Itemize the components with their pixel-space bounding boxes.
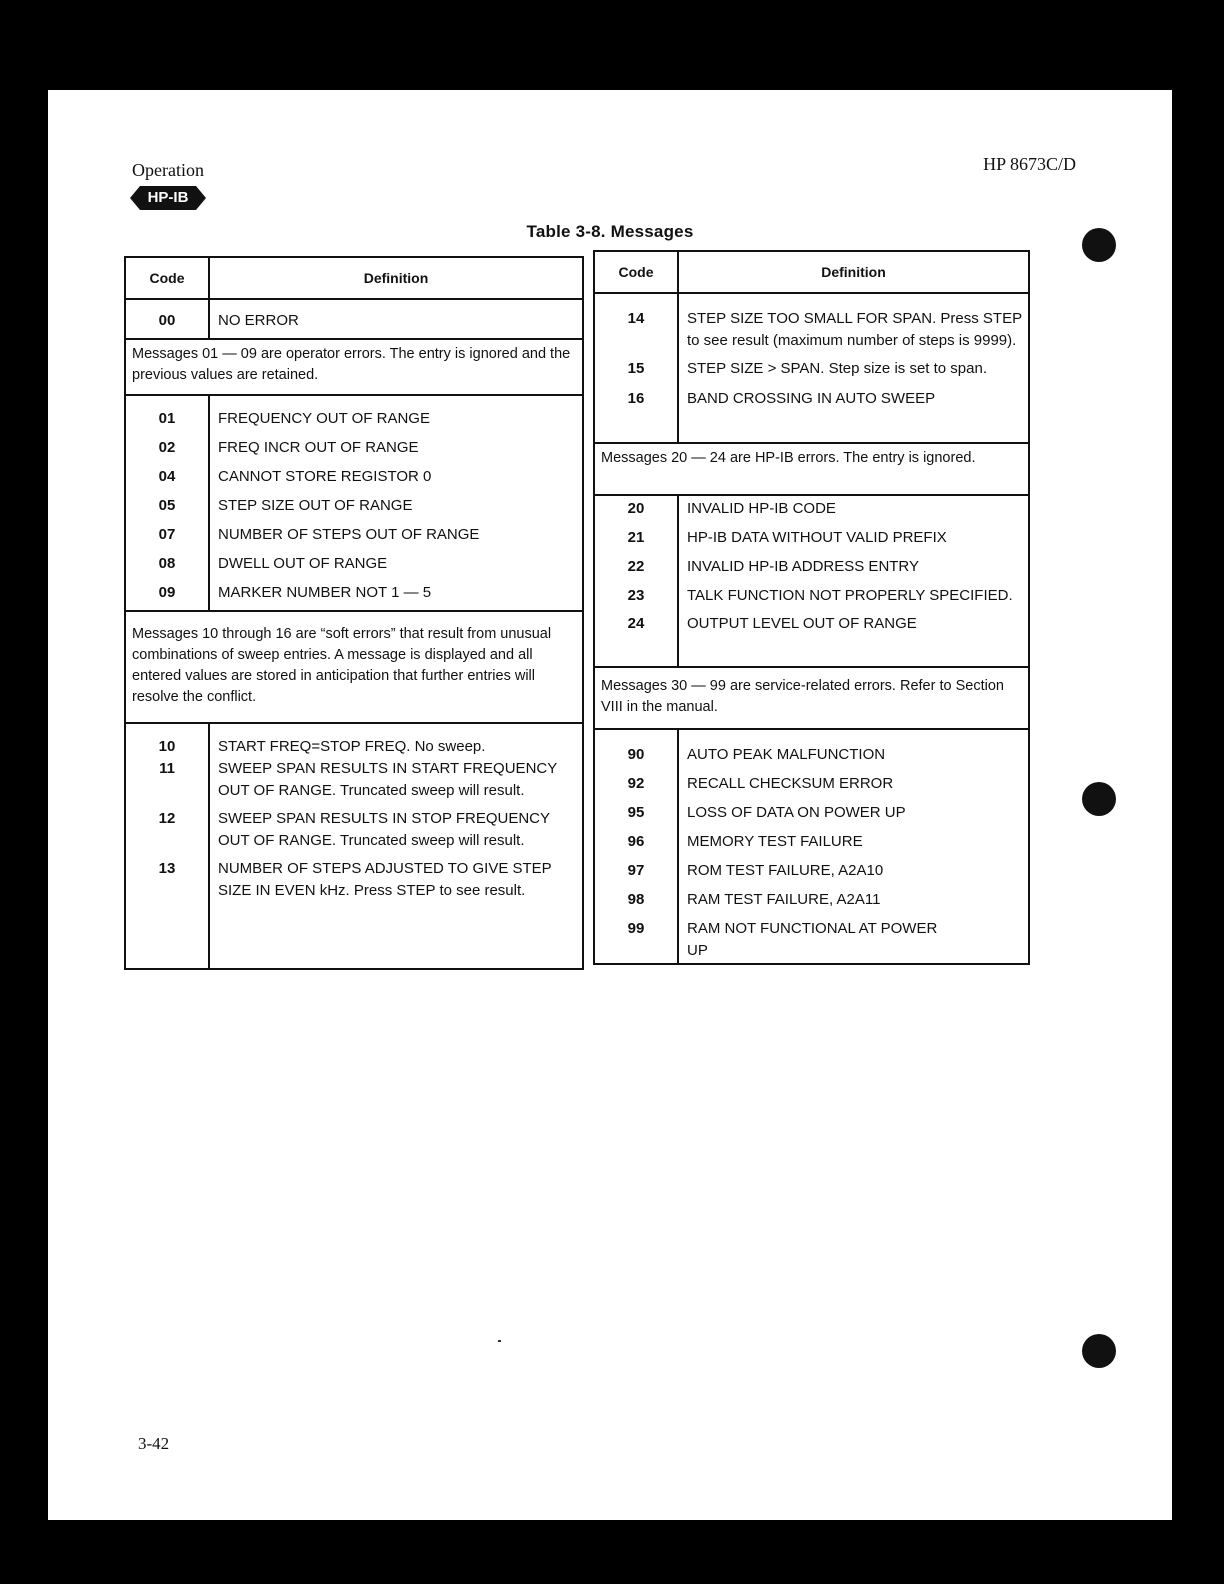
message-code: 98 [627, 891, 645, 908]
message-definition: HP-IB DATA WITHOUT VALID PREFIX [687, 529, 947, 546]
message-code: 97 [627, 862, 645, 879]
table-header [595, 252, 1028, 294]
table-row [126, 437, 582, 466]
table-row [595, 773, 1028, 802]
table-row [595, 585, 1028, 607]
message-code: 09 [158, 584, 176, 601]
message-code: 99 [627, 920, 645, 937]
table-row [126, 495, 582, 524]
message-code: 23 [627, 587, 645, 604]
message-definition: NUMBER OF STEPS ADJUSTED TO GIVE STEP SIZE IN EVEN kHz. Press STEP to see result. [218, 860, 552, 899]
message-group [126, 396, 582, 612]
table-row [126, 524, 582, 553]
table-row [126, 553, 582, 582]
table-row [595, 860, 1028, 889]
binder-hole-icon [1082, 228, 1116, 262]
table-row [595, 358, 1028, 388]
message-definition: SWEEP SPAN RESULTS IN STOP FREQUENCY OUT OF RANGE. Truncated sweep will result. [218, 810, 550, 849]
table-row [595, 527, 1028, 556]
group-note: Messages 30 — 99 are service-related errors. Refer to Section VIII in the manual. [595, 668, 1028, 730]
message-definition: FREQUENCY OUT OF RANGE [218, 410, 430, 427]
table-row [595, 889, 1028, 918]
message-code: 13 [158, 860, 176, 877]
message-code: 16 [627, 390, 645, 407]
binder-hole-icon [1082, 782, 1116, 816]
message-code: 24 [627, 615, 645, 632]
code-column-header: Code [126, 258, 210, 298]
table-row [595, 918, 1028, 962]
table-row [126, 300, 582, 332]
table-row [126, 858, 582, 902]
message-definition: CANNOT STORE REGISTOR 0 [218, 468, 432, 485]
table-row [595, 744, 1028, 773]
message-code: 22 [627, 558, 645, 575]
hp-ib-badge-label: HP-IB [147, 189, 189, 206]
table-row [126, 582, 582, 611]
message-definition: MARKER NUMBER NOT 1 — 5 [218, 584, 432, 601]
message-code: 00 [158, 312, 176, 329]
group-note: Messages 10 through 16 are “soft errors” that result from unusual combinations of sweep entries. A message is displayed and all entered values are stored in anticipation that further entries will resolve the conflict. [126, 612, 582, 724]
message-code: 20 [627, 500, 645, 517]
messages-table-left [124, 256, 584, 970]
message-definition: LOSS OF DATA ON POWER UP [687, 804, 906, 821]
table-row [595, 498, 1028, 527]
message-code: 11 [159, 760, 175, 777]
message-definition: MEMORY TEST FAILURE [687, 833, 863, 850]
message-definition: NO ERROR [218, 312, 299, 329]
table-row [595, 388, 1028, 410]
message-definition: AUTO PEAK MALFUNCTION [687, 746, 886, 763]
scan-speck [498, 1340, 501, 1342]
binder-hole-icon [1082, 1334, 1116, 1368]
message-definition: DWELL OUT OF RANGE [218, 555, 388, 572]
message-definition: RECALL CHECKSUM ERROR [687, 775, 894, 792]
table-row [595, 556, 1028, 585]
message-code: 14 [627, 310, 645, 327]
table-row [126, 736, 582, 758]
page-number: 3-42 [138, 1434, 170, 1453]
message-code: 96 [627, 833, 645, 850]
message-group [595, 294, 1028, 444]
message-definition: RAM TEST FAILURE, A2A11 [687, 891, 881, 908]
table-row [126, 408, 582, 437]
table-row [595, 831, 1028, 860]
message-definition: STEP SIZE TOO SMALL FOR SPAN. Press STEP to see result (maximum number of steps is 9999). [687, 310, 1022, 349]
message-definition: STEP SIZE OUT OF RANGE [218, 497, 413, 514]
message-definition: STEP SIZE > SPAN. Step size is set to span. [687, 360, 987, 377]
message-definition: RAM NOT FUNCTIONAL AT POWER UP [687, 920, 938, 959]
message-code: 05 [158, 497, 176, 514]
message-definition: OUTPUT LEVEL OUT OF RANGE [687, 615, 917, 632]
message-code: 04 [158, 468, 176, 485]
message-group [126, 300, 582, 340]
message-definition: SWEEP SPAN RESULTS IN START FREQUENCY OUT OF RANGE. Truncated sweep will result. [218, 760, 557, 799]
message-code: 21 [627, 529, 645, 546]
message-code: 12 [158, 810, 176, 827]
table-row [595, 308, 1028, 352]
table-row [126, 758, 582, 802]
message-code: 90 [627, 746, 645, 763]
message-code: 10 [158, 738, 176, 755]
message-definition: FREQ INCR OUT OF RANGE [218, 439, 419, 456]
definition-column-header: Definition [821, 264, 886, 280]
message-group [595, 496, 1028, 668]
table-row [126, 466, 582, 495]
message-code: 02 [158, 439, 176, 456]
message-definition: INVALID HP-IB ADDRESS ENTRY [687, 558, 920, 575]
message-definition: TALK FUNCTION NOT PROPERLY SPECIFIED. [687, 587, 1013, 604]
document-page [48, 90, 1172, 1520]
message-code: 01 [158, 410, 176, 427]
message-code: 95 [627, 804, 645, 821]
message-definition: NUMBER OF STEPS OUT OF RANGE [218, 526, 480, 543]
section-title: Operation [132, 160, 204, 180]
code-column-header: Code [595, 252, 679, 292]
table-row [595, 613, 1028, 635]
message-code: 07 [158, 526, 176, 543]
group-note: Messages 01 — 09 are operator errors. The entry is ignored and the previous values are retained. [126, 340, 582, 396]
table-header [126, 258, 582, 300]
group-note: Messages 20 — 24 are HP-IB errors. The entry is ignored. [595, 444, 1028, 496]
message-definition: INVALID HP-IB CODE [687, 500, 836, 517]
message-definition: BAND CROSSING IN AUTO SWEEP [687, 390, 936, 407]
message-code: 92 [627, 775, 645, 792]
table-row [126, 808, 582, 852]
definition-column-header: Definition [363, 270, 429, 286]
message-group [595, 730, 1028, 965]
model-number: HP 8673C/D [983, 154, 1076, 174]
message-code: 15 [627, 360, 645, 377]
hp-ib-badge [130, 186, 206, 210]
messages-table-right [593, 250, 1030, 965]
message-code: 08 [158, 555, 176, 572]
message-definition: ROM TEST FAILURE, A2A10 [687, 862, 884, 879]
table-row [595, 802, 1028, 831]
message-group [126, 724, 582, 970]
message-definition: START FREQ=STOP FREQ. No sweep. [218, 738, 486, 755]
table-caption: Table 3-8. Messages [526, 222, 694, 241]
